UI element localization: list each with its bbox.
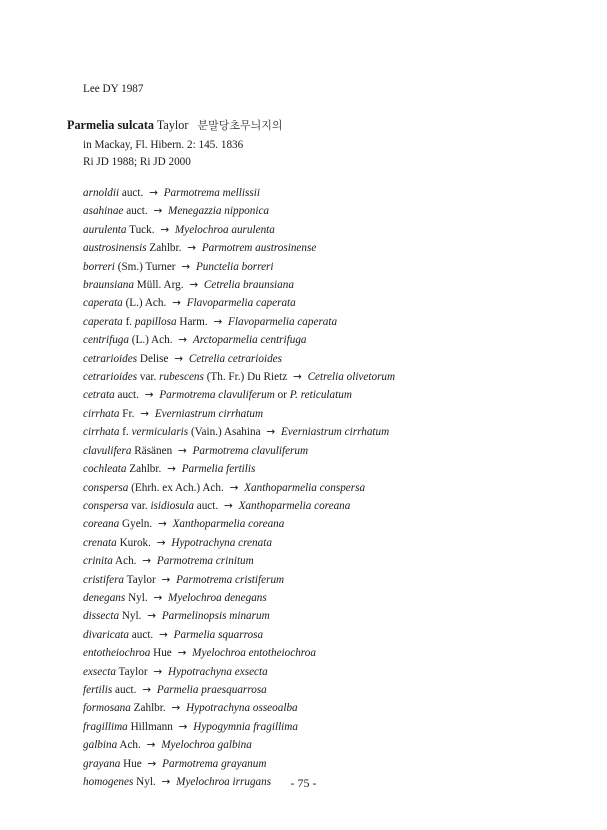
synonym-accepted-name: Cetrelia olivetorum <box>307 371 396 384</box>
synonym-accepted-name: Hypotrachyna crenata <box>171 536 272 549</box>
arrow-icon: → <box>146 739 156 752</box>
synonym-epithet: conspersa <box>83 481 129 494</box>
synonym-author: (L.) Ach. <box>131 334 173 347</box>
arrow-icon: → <box>187 242 197 255</box>
synonym-author: Zahlbr. <box>133 702 166 715</box>
synonym-entry <box>83 552 395 570</box>
synonym-author: Nyl. <box>128 591 148 604</box>
arrow-icon: → <box>177 647 187 660</box>
synonym-entry <box>83 221 395 239</box>
synonym-epithet: galbina <box>83 739 118 752</box>
synonym-entry <box>83 276 395 294</box>
arrow-icon: → <box>172 297 181 310</box>
arrow-icon: → <box>144 389 154 402</box>
synonym-epithet: conspersa <box>83 499 129 512</box>
synonym-epithet: caperata <box>83 315 123 328</box>
synonym-entry <box>83 239 395 257</box>
arrow-icon: → <box>174 352 184 365</box>
arrow-icon: → <box>161 573 171 586</box>
synonym-author: Hillmann <box>130 720 173 733</box>
synonym-entry <box>83 755 395 773</box>
synonym-epithet: coreana <box>83 518 120 531</box>
species-epithet: sulcata <box>117 118 154 132</box>
synonym-epithet: grayana <box>83 757 121 770</box>
synonym-author: Delise <box>139 352 169 365</box>
synonym-entry <box>83 460 395 478</box>
synonym-entry <box>83 626 395 644</box>
synonym-epithet: homogenes <box>83 776 134 788</box>
synonym-accepted-name: Parmelinopsis minarum <box>161 610 270 623</box>
arrow-icon: → <box>147 757 157 770</box>
synonym-entry <box>83 368 395 386</box>
synonym-accepted-name: Parmotrema clavuliferum <box>192 444 309 457</box>
synonym-author: Hue <box>153 647 172 660</box>
synonym-epithet: fragillima <box>83 720 128 733</box>
arrow-icon: → <box>181 260 191 273</box>
synonym-author: Kurok. <box>119 536 151 549</box>
synonym-entry <box>83 294 395 312</box>
arrow-icon: → <box>167 463 176 476</box>
synonym-entry <box>83 681 395 699</box>
synonym-entry <box>83 515 395 533</box>
page-number: - 75 - <box>290 776 317 790</box>
arrow-icon: → <box>140 407 150 420</box>
synonym-accepted-name: Parmotrema cristiferum <box>176 573 285 586</box>
synonym-entry <box>83 350 395 368</box>
synonym-author: Nyl. <box>136 776 156 788</box>
synonym-author: Taylor <box>118 665 148 678</box>
synonym-accepted-name: Xanthoparmelia conspersa <box>244 481 366 494</box>
synonym-infraspecific: papillosa <box>134 315 177 328</box>
synonym-accepted-name: Menegazzia nipponica <box>168 205 270 218</box>
synonym-conjunction: or <box>277 389 287 402</box>
synonym-entry <box>83 589 395 607</box>
synonym-accepted-name: Hypogymnia fragillima <box>193 720 298 733</box>
synonym-author: Ach. <box>119 739 141 752</box>
synonym-accepted-name: Xanthoparmelia coreana <box>172 518 285 531</box>
arrow-icon: → <box>153 591 163 604</box>
arrow-icon: → <box>266 426 276 439</box>
arrow-icon: → <box>223 499 233 512</box>
synonym-epithet: cetrarioides <box>83 371 138 384</box>
arrow-icon: → <box>153 205 163 218</box>
arrow-icon: → <box>149 187 158 199</box>
synonym-rank: f. <box>122 426 129 439</box>
synonym-accepted-name: Arctoparmelia centrifuga <box>192 334 307 347</box>
synonym-epithet: cirrhata <box>83 426 120 439</box>
synonym-entry <box>83 571 395 589</box>
synonym-epithet: entotheiochroa <box>83 647 151 660</box>
synonym-epithet: divaricata <box>83 628 129 641</box>
species-genus: Parmelia <box>67 118 115 132</box>
synonym-epithet: borreri <box>83 260 115 273</box>
synonym-rank: f. <box>125 315 133 328</box>
synonym-entry <box>83 184 395 202</box>
synonym-epithet: cochleata <box>83 463 127 476</box>
synonym-entry <box>83 479 395 497</box>
synonym-epithet: aurulenta <box>83 223 127 236</box>
synonym-entry <box>83 423 395 441</box>
arrow-icon: → <box>213 315 223 328</box>
top-reference: Lee DY 1987 <box>83 83 144 95</box>
synonym-epithet: cetrata <box>83 389 115 402</box>
arrow-icon: → <box>142 683 152 696</box>
species-korean-name: 분말당초무늬지의 <box>197 119 283 132</box>
synonym-accepted-name: Myelochroa denegans <box>168 591 267 604</box>
synonym-epithet: caperata <box>83 297 123 310</box>
synonym-epithet: crenata <box>83 536 117 549</box>
synonym-author: Hue <box>123 757 142 770</box>
synonym-author: Gyeln. <box>122 518 153 531</box>
arrow-icon: → <box>171 702 181 715</box>
synonym-author: (Sm.) Turner <box>117 260 176 273</box>
synonym-accepted-name: Parmotrema clavuliferum <box>159 389 275 402</box>
synonym-accepted-name: Parmotrema grayanum <box>162 757 267 770</box>
synonym-accepted-name: Xanthoparmelia coreana <box>238 499 351 512</box>
synonym-epithet: braunsiana <box>83 279 134 292</box>
synonym-accepted-name: Myelochroa entotheiochroa <box>192 647 316 660</box>
synonym-author: Harm. <box>179 315 208 328</box>
synonym-author: (Th. Fr.) Du Rietz <box>206 371 288 384</box>
synonym-accepted-name: Parmelia squarrosa <box>173 628 264 641</box>
arrow-icon: → <box>292 371 302 384</box>
synonym-accepted-name: Flavoparmelia caperata <box>186 297 296 310</box>
arrow-icon: → <box>157 518 167 531</box>
arrow-icon: → <box>177 444 187 457</box>
synonym-author: Zahlbr. <box>149 242 182 255</box>
synonym-accepted-name: Parmelia fertilis <box>181 463 256 476</box>
synonym-accepted-name: Cetrelia cetrarioides <box>188 352 282 365</box>
synonym-entry <box>83 405 395 423</box>
arrow-icon: → <box>142 555 152 568</box>
citation-publication: in Mackay, Fl. Hibern. 2: 145. 1836 <box>83 139 244 151</box>
synonym-accepted-name: Hypotrachyna osseoalba <box>186 702 298 715</box>
synonym-epithet: denegans <box>83 591 126 604</box>
arrow-icon: → <box>178 334 188 347</box>
synonym-entry <box>83 534 395 552</box>
synonym-author: Nyl. <box>121 610 142 623</box>
synonym-author: Fr. <box>122 407 135 420</box>
synonym-author: Zahlbr. <box>129 463 162 476</box>
synonym-entry <box>83 699 395 717</box>
synonym-rank: var. <box>139 371 157 384</box>
synonym-accepted-name: Parmelia praesquarrosa <box>156 683 267 696</box>
synonym-epithet: cirrhata <box>83 407 120 420</box>
species-author: Taylor <box>156 118 189 132</box>
species-heading <box>67 117 283 133</box>
arrow-icon: → <box>153 665 163 678</box>
synonym-rank: var. <box>131 499 148 512</box>
synonym-entry <box>83 644 395 662</box>
synonym-accepted-name: Everniastrum cirrhatum <box>154 407 264 420</box>
synonym-entry <box>83 313 395 331</box>
synonym-entry <box>83 736 395 754</box>
synonym-author: auct. <box>115 683 137 696</box>
arrow-icon: → <box>160 223 170 236</box>
synonym-epithet: fertilis <box>83 683 113 696</box>
synonym-infraspecific: vermicularis <box>131 426 189 439</box>
synonym-accepted-name: Everniastrum cirrhatum <box>280 426 390 439</box>
synonym-entry <box>83 442 395 460</box>
synonym-accepted-name: Myelochroa irrugans <box>176 776 272 788</box>
arrow-icon: → <box>189 279 199 292</box>
synonym-epithet: clavulifera <box>83 444 132 457</box>
synonym-author: auct. <box>126 205 148 218</box>
arrow-icon: → <box>178 720 188 733</box>
synonym-author: Räsänen <box>134 444 173 457</box>
synonym-accepted-name: Punctelia borreri <box>195 260 274 273</box>
synonym-author: (L.) Ach. <box>125 297 167 310</box>
synonym-accepted-name: Cetrelia braunsiana <box>203 279 294 292</box>
synonym-epithet: cristifera <box>83 573 125 586</box>
synonym-author: auct. <box>117 389 139 402</box>
synonym-author: Ach. <box>115 555 137 568</box>
synonym-infraspecific: rubescens <box>159 371 204 384</box>
synonym-author: (Ehrh. ex Ach.) Ach. <box>131 481 224 494</box>
arrow-icon: → <box>159 628 168 641</box>
synonym-accepted-name: Flavoparmelia caperata <box>228 315 338 328</box>
synonym-accepted-name: Myelochroa aurulenta <box>174 223 275 236</box>
synonym-epithet: exsecta <box>83 665 116 678</box>
synonym-author: auct. <box>131 628 154 641</box>
synonym-author: auct. <box>196 499 219 512</box>
synonym-entry <box>83 386 395 404</box>
synonym-accepted-name: Parmotrem austrosinense <box>201 242 317 255</box>
synonym-epithet: formosana <box>83 702 131 715</box>
arrow-icon: → <box>229 481 239 494</box>
arrow-icon: → <box>147 610 157 623</box>
synonym-author: auct. <box>121 187 144 199</box>
synonym-epithet: cetrarioides <box>83 352 138 365</box>
synonym-author: Tuck. <box>129 223 155 236</box>
synonym-epithet: centrifuga <box>83 334 129 347</box>
synonym-entry <box>83 258 395 276</box>
arrow-icon: → <box>161 776 171 788</box>
synonym-entry <box>83 202 395 220</box>
synonym-infraspecific: isidiosula <box>150 499 194 512</box>
synonym-author: (Vain.) Asahina <box>190 426 261 439</box>
synonym-entry <box>83 663 395 681</box>
synonym-entry <box>83 607 395 625</box>
synonym-epithet: austrosinensis <box>83 242 147 255</box>
arrow-icon: → <box>156 536 166 549</box>
synonym-accepted-name-alt: P. reticulatum <box>289 389 352 402</box>
synonym-epithet: crinita <box>83 555 113 568</box>
synonym-author: Taylor <box>126 573 156 586</box>
synonym-accepted-name: Hypotrachyna exsecta <box>167 665 268 678</box>
synonym-entry <box>83 718 395 736</box>
synonym-accepted-name: Parmotrema mellissii <box>163 187 260 199</box>
synonym-epithet: arnoldii <box>83 187 120 199</box>
synonym-entry <box>83 331 395 349</box>
synonym-epithet: dissecta <box>83 610 120 623</box>
synonym-entry <box>83 497 395 515</box>
synonym-list <box>83 184 395 791</box>
synonym-epithet: asahinae <box>83 205 124 218</box>
synonym-accepted-name: Parmotrema crinitum <box>156 555 254 568</box>
citation-references: Ri JD 1988; Ri JD 2000 <box>83 156 191 168</box>
synonym-author: Müll. Arg. <box>136 279 184 292</box>
synonym-accepted-name: Myelochroa galbina <box>161 739 252 752</box>
